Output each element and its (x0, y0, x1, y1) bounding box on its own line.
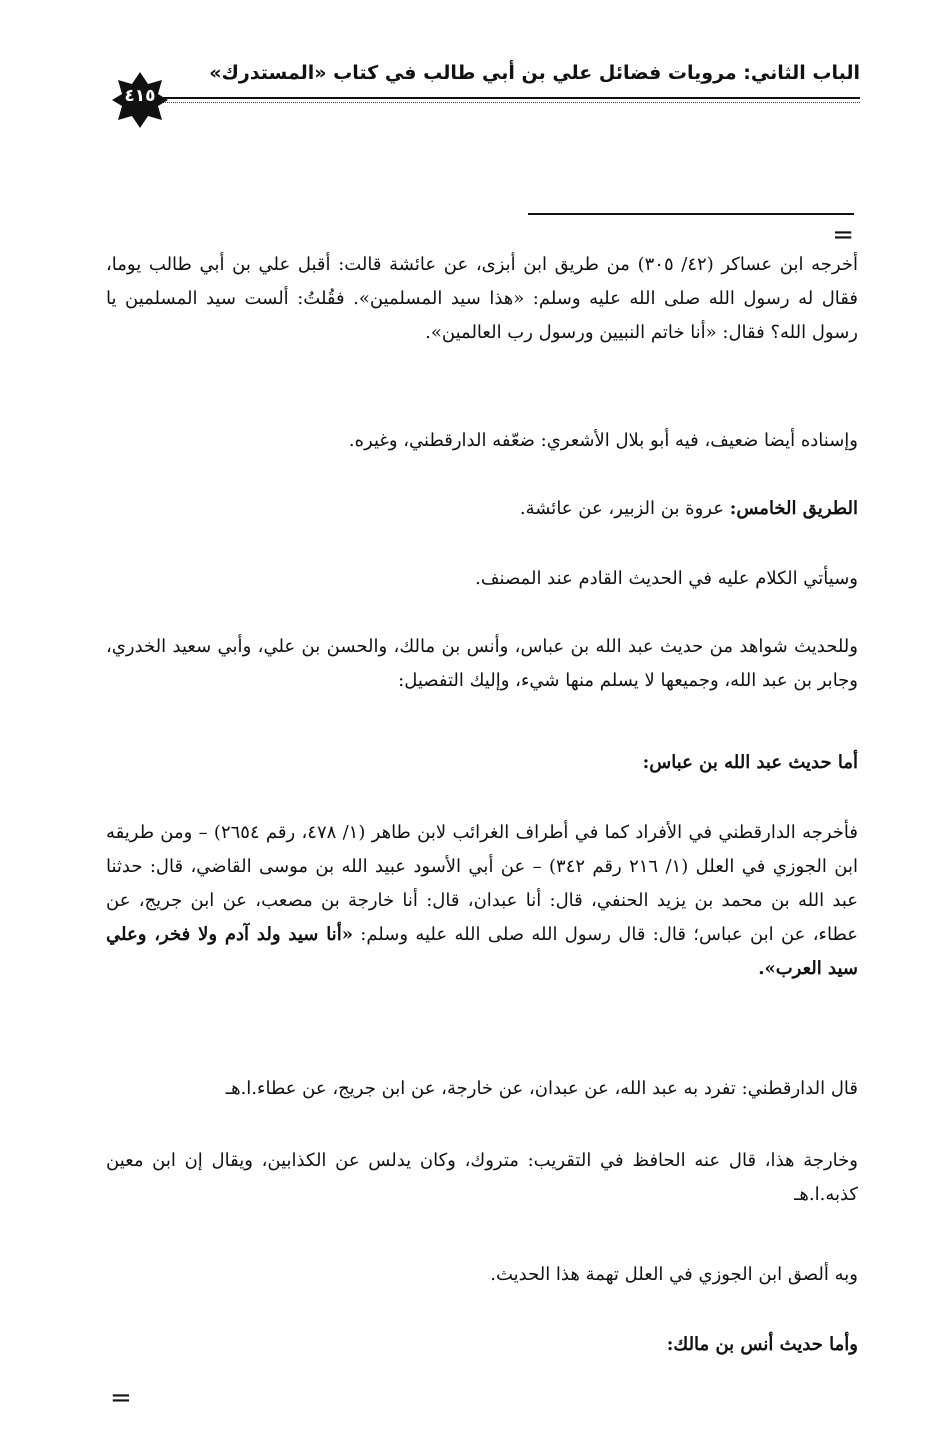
paragraph: وللحديث شواهد من حديث عبد الله بن عباس، وأنس بن مالك، والحسن بن علي، وأبي سعيد الخدري، وجابر بن عبد الله، وجميعها لا يسلم منها شيء، وإليك التفصيل: (106, 636, 858, 691)
hadith-quote: «أنا سيد ولد آدم ولا فخر، وعلي سيد العرب». (106, 924, 858, 979)
continuation-mark-bottom: = (110, 1383, 132, 1413)
paragraph: الطريق الخامس: عروة بن الزبير، عن عائشة. (519, 498, 858, 519)
running-title: الباب الثاني: مرويات فضائل علي بن أبي طالب في كتاب «المستدرك» (209, 62, 860, 84)
page-number: ٤١٥ (124, 86, 156, 106)
footnote-divider (528, 213, 854, 215)
page-header (100, 48, 860, 128)
section-heading: أما حديث عبد الله بن عباس: (642, 752, 858, 773)
header-rule (160, 97, 860, 99)
page-number-badge (112, 72, 168, 128)
continuation-mark-top: = (832, 220, 854, 250)
paragraph: وسيأتي الكلام عليه في الحديث القادم عند المصنف. (475, 568, 858, 589)
section-lead: الطريق الخامس: (729, 498, 858, 519)
header-rule-dotted (160, 102, 860, 103)
paragraph: قال الدارقطني: تفرد به عبد الله، عن عبدان، عن خارجة، عن ابن جريج، عن عطاء.ا.هـ (225, 1078, 858, 1099)
paragraph: وخارجة هذا، قال عنه الحافظ في التقريب: متروك، وكان يدلس عن الكذابين، ويقال إن ابن معين كذبه.ا.هـ (106, 1150, 858, 1205)
section-heading: وأما حديث أنس بن مالك: (666, 1334, 858, 1355)
paragraph: وإسناده أيضا ضعيف، فيه أبو بلال الأشعري: ضعّفه الدارقطني، وغيره. (348, 430, 858, 451)
paragraph: أخرجه ابن عساكر (٤٢/ ٣٠٥) من طريق ابن أبزى، عن عائشة قالت: أقبل علي بن أبي طالب يوما، فقال له رسول الله صلى الله عليه وسلم: «هذا سيد المسلمين». فقُلتُ: ألست سيد المسلمين يا رسول الله؟ فقال: «أنا خاتم النبيين ورسول رب العالمين». (106, 254, 858, 343)
paragraph: وبه ألصق ابن الجوزي في العلل تهمة هذا الحديث. (490, 1264, 858, 1285)
paragraph: فأخرجه الدارقطني في الأفراد كما في أطراف الغرائب لابن طاهر (١/ ٤٧٨، رقم ٢٦٥٤) – ومن طريقه ابن الجوزي في العلل (١/ ٢١٦ رقم ٣٤٢) – عن أبي الأسود عبيد الله بن موسى القاضي، قال: حدثنا عبد الله بن محمد بن يزيد الحنفي، قال: أنا عبدان، قال: أنا خارجة بن مصعب، عن ابن جريج، عن عطاء، عن ابن عباس؛ قال: قال رسول الله صلى الله عليه وسلم: «أنا سيد ولد آدم ولا فخر، وعلي سيد العرب». (106, 822, 859, 979)
